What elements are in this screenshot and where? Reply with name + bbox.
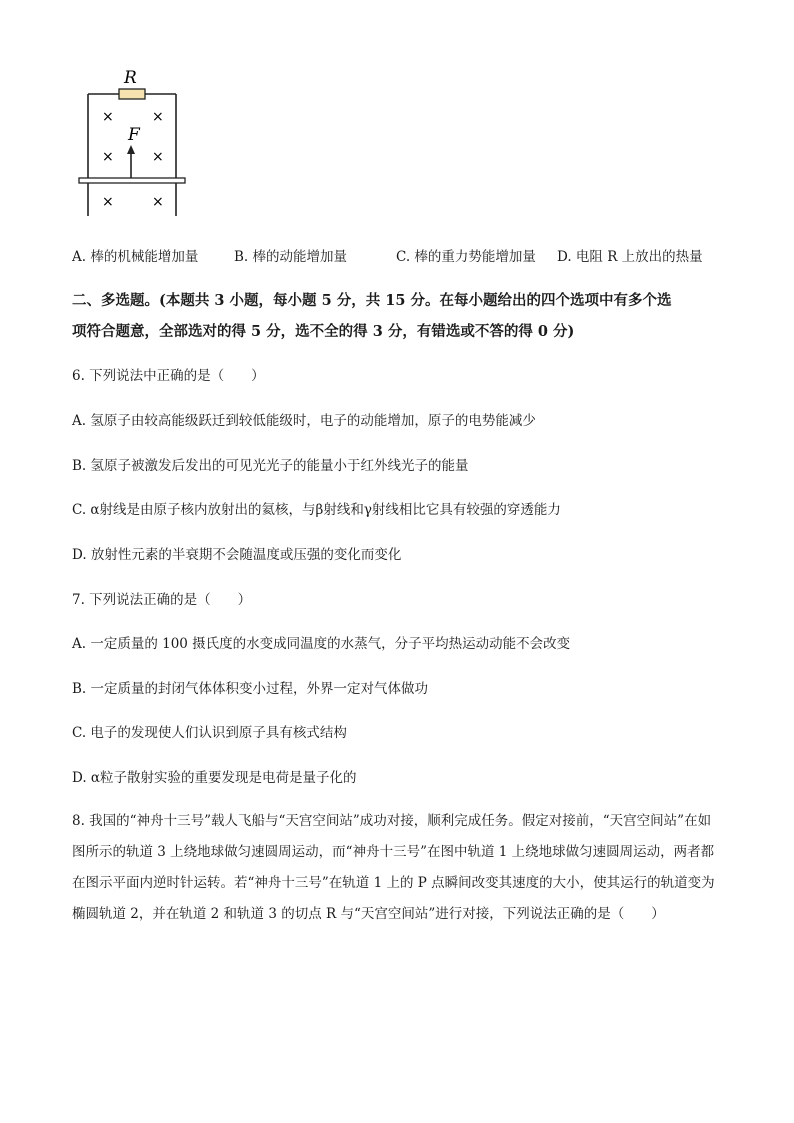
field-cross: × [152,109,164,125]
question-8-text: 8. 我国的“神舟十三号”载人飞船与“天宫空间站”成功对接，顺利完成任务。假定对接前，“天宫空间站”在如图所示的轨道 3 上绕地球做匀速圆周运动，而“神舟十三号”在图中轨道 1 上绕地球做匀速圆周运动，两者都在图示平面内逆时针运转。若“神舟十三号”在轨道 1 上的 P 点瞬间改变其速度的大小，使其运行的轨道变为椭圆轨道 2，并在轨道 2 和轨道 3 的切点 R 与“天宫空间站”进行对接，下列说法正确的是（ ） [72,813,715,922]
question-7-option-c: C. 电子的发现使人们认识到原子具有核式结构 [72,725,347,741]
field-cross: × [102,194,114,210]
q5-option-a: A. 棒的机械能增加量 [72,249,199,265]
field-cross: × [102,109,114,125]
q5-option-c: C. 棒的重力势能增加量 [396,249,536,265]
field-cross: × [152,149,164,165]
field-cross: × [102,149,114,165]
question-7-stem: 7. 下列说法正确的是（ ） [72,592,252,608]
question-7-option-d: D. α粒子散射实验的重要发现是电荷是量子化的 [72,770,357,786]
section-heading-line1: 二、多选题。(本题共 3 小题，每小题 5 分，共 15 分。在每小题给出的四个选项中有多个选 [72,292,672,309]
resistor-label: R [124,68,137,88]
question-6-stem: 6. 下列说法中正确的是（ ） [72,368,265,384]
field-cross: × [152,194,164,210]
resistor [119,89,145,99]
question-6-option-a: A. 氢原子由较高能级跃迁到较低能级时，电子的动能增加，原子的电势能减少 [72,413,536,429]
arrow-head-icon [127,145,135,154]
question-6-option-d: D. 放射性元素的半衰期不会随温度或压强的变化而变化 [72,547,402,563]
question-6-option-b: B. 氢原子被激发后发出的可见光光子的能量小于红外线光子的能量 [72,458,469,474]
question-7-option-b: B. 一定质量的封闭气体体积变小过程，外界一定对气体做功 [72,681,429,697]
force-label: F [128,125,140,145]
question-6-option-c: C. α射线是由原子核内放射出的氦核，与β射线和γ射线相比它具有较强的穿透能力 [72,502,561,518]
circuit-diagram [74,66,194,218]
question-7-option-a: A. 一定质量的 100 摄氏度的水变成同温度的水蒸气，分子平均热运动动能不会改变 [72,636,571,652]
q5-option-b: B. 棒的动能增加量 [234,249,348,265]
q5-option-d: D. 电阻 R 上放出的热量 [557,249,703,265]
conducting-rod [79,178,185,183]
circuit-figure [74,66,194,222]
section-heading-line2: 项符合题意，全部选对的得 5 分，选不全的得 3 分，有错选或不答的得 0 分) [72,323,575,340]
